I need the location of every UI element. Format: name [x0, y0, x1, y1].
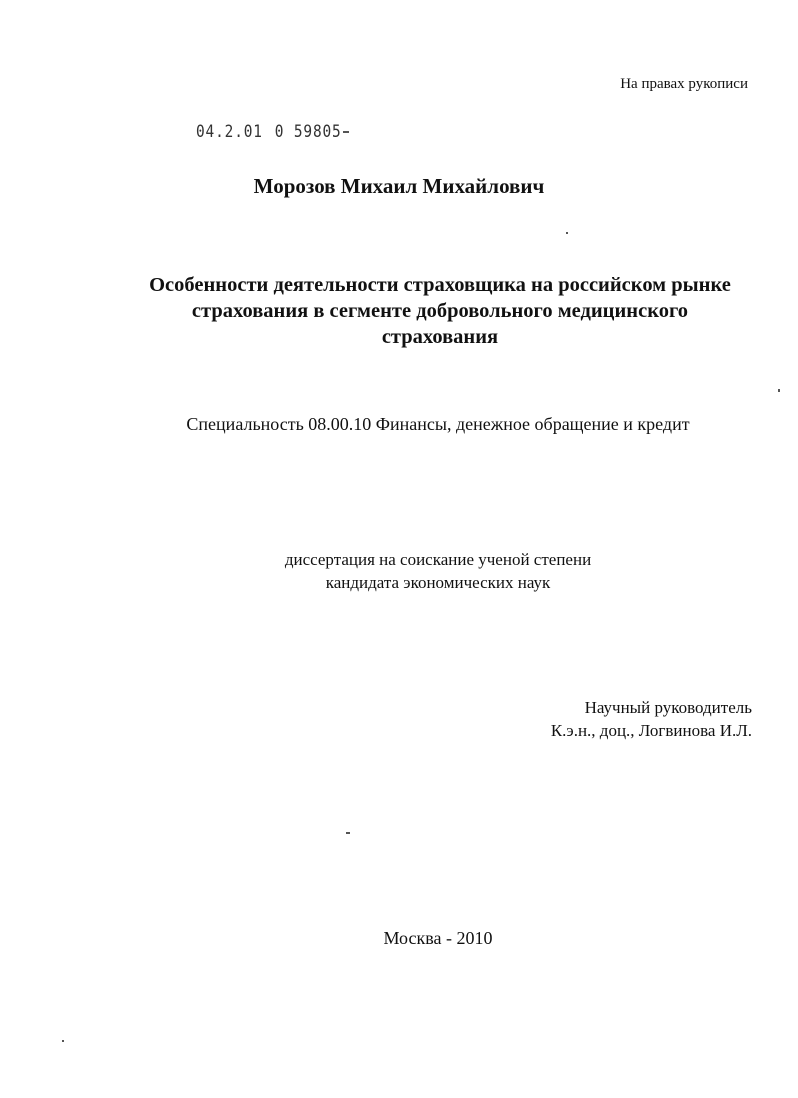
scan-speck: [346, 832, 350, 834]
stamp-code-part1: 04.2.01: [196, 122, 263, 142]
title-line: страхования в сегменте добровольного медицинского: [191, 300, 689, 322]
scan-speck: [566, 232, 568, 234]
city-year: Москва - 2010: [383, 928, 493, 948]
rights-note: На правах рукописи: [620, 76, 748, 92]
degree-statement: [0, 548, 798, 594]
title-line: страхования: [381, 326, 499, 348]
supervisor-role: Научный руководитель: [584, 698, 752, 717]
degree-line: диссертация на соискание ученой степени: [284, 550, 592, 569]
author-name: Морозов Михаил Михайлович: [253, 174, 545, 198]
specialty-line: Специальность 08.00.10 Финансы, денежное обращение и кредит: [186, 414, 690, 434]
scan-speck: [343, 131, 349, 133]
stamp-code-part2: 0 59805: [274, 122, 342, 142]
degree-line: кандидата экономических наук: [325, 573, 551, 592]
thesis-title: [110, 272, 770, 350]
scan-speck: [778, 389, 780, 392]
supervisor-name: К.э.н., доц., Логвинова И.Л.: [550, 721, 752, 740]
title-line: Особенности деятельности страховщика на российском рынке: [149, 274, 731, 296]
supervisor-block: [551, 696, 752, 742]
archive-stamp: [196, 122, 342, 142]
scan-speck: [62, 1040, 64, 1042]
